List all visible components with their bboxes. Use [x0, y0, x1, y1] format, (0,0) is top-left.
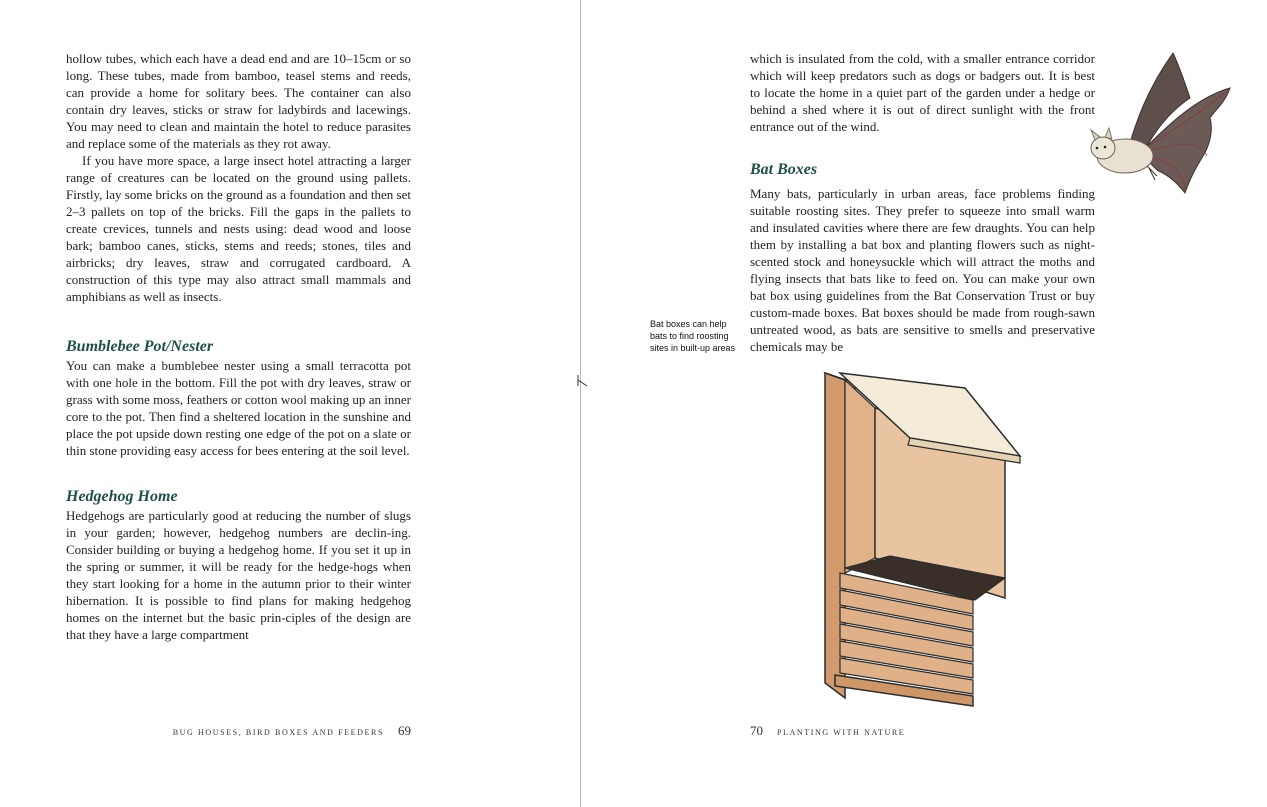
cursor-icon [576, 374, 590, 388]
bat-boxes-text-block [750, 185, 1095, 355]
left-paragraph-1: hollow tubes, which each have a dead end and are 10–15cm or so long. These tubes, made from bamboo, teasel stems and reeds, can provide a home for solitary bees. The container can also contain dry leaves, sticks or straw for ladybirds and lacewings. You may need to clean and maintain the hotel to reduce parasites and replace some of the materials as they rot away. [66, 51, 411, 151]
right-page-number: 70 [750, 723, 763, 738]
left-running-title: BUG HOUSES, BIRD BOXES AND FEEDERS [172, 728, 384, 737]
left-paragraph-2: If you have more space, a large insect hotel attracting a larger range of creatures can be located on the ground using pallets. Firstly, lay some bricks on the ground as a foundation and then set 2–3 pallets on top of the bricks. Fill the gaps in the pallets to create crevices, tunnels and nests using: dead wood and loose bark; bamboo canes, sticks, stems and reeds; stones, tiles and airbricks; dry leaves, straw and corrugated cardboard. A construction of this type may also attract small mammals and amphibians as well as insects. [66, 153, 411, 304]
bat-boxes-heading: Bat Boxes [750, 161, 818, 178]
left-page-number: 69 [398, 723, 411, 738]
right-footer [750, 723, 905, 739]
figure-caption: Bat boxes can help bats to find roosting sites in built-up areas [650, 319, 736, 353]
bat-heading-block [750, 160, 1095, 180]
bumblebee-text: You can make a bumblebee nester using a small terracotta pot with one hole in the bottom. Fill the pot with dry leaves, straw or grass with some moss, feathers or cotton wool making up an inner core to the pot. Then find a sheltered location in the sunshine and place the pot upside down resting one edge of the pot on a slate or thin stone providing easy access for bees entering at the soil level. [66, 358, 411, 458]
right-paragraph-top: which is insulated from the cold, with a smaller entrance corridor which will keep predators such as dogs or badgers out. It is best to locate the home in a quiet part of the garden under a hedge or behind a shed where it is out of direct sunlight with the front entrance out of the wind. [750, 51, 1095, 134]
left-footer [173, 723, 411, 739]
bat-illustration-icon [1085, 48, 1235, 198]
hedgehog-text: Hedgehogs are particularly good at reducing the number of slugs in your garden; however, hedgehog numbers are declin-ing. Consider building or buying a hedgehog home. If you set it up in the spring or summer, it will be ready for the hedge-hogs when they start looking for a home in the autumn prior to their winter hibernation. It is possible to find plans for making hedgehog homes on the internet but the basic prin-ciples of the design are that they have a large compartment [66, 508, 411, 642]
left-page-text [66, 50, 411, 643]
right-running-title: PLANTING WITH NATURE [777, 728, 906, 737]
bumblebee-heading: Bumblebee Pot/Nester [66, 338, 214, 355]
hedgehog-heading: Hedgehog Home [66, 488, 178, 505]
right-top-text [750, 50, 1095, 135]
page-gutter [580, 0, 581, 807]
bat-box-illustration-icon [815, 368, 1030, 708]
bat-boxes-text: Many bats, particularly in urban areas, face problems finding suitable roosting sites. They prefer to squeeze into small warm and insulated cavities where there are few draughts. You can help them by installing a bat box and planting flowers such as night-scented stock and honeysuckle which will attract the moths and flying insects that bats like to feed on. You can make your own bat box using guidelines from the Bat Conservation Trust or buy custom-made boxes. Bat boxes should be made from rough-sawn untreated wood, as bats are sensitive to smells and preservative chemicals may be [750, 186, 1095, 354]
